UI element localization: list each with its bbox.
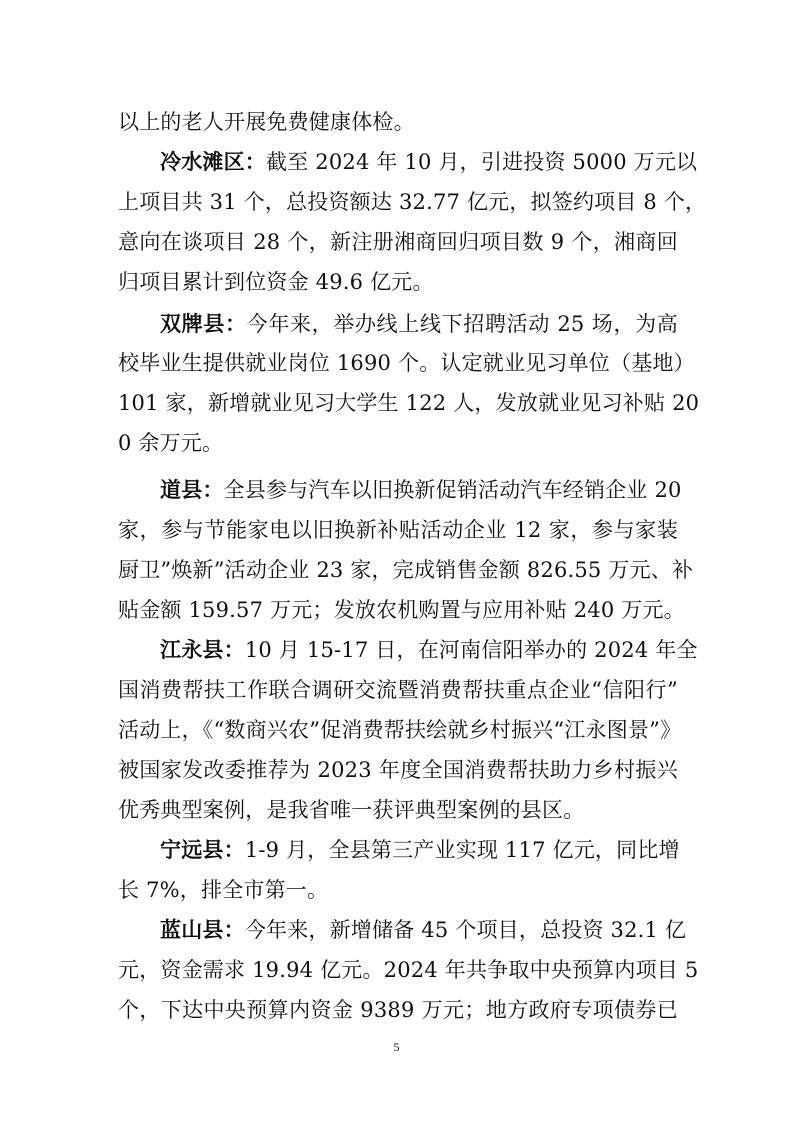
text-line: 长 7%，排全市第一。 [118, 878, 329, 902]
county-label: 道县： [160, 478, 224, 502]
text-line: 101 家，新增就业见习大学生 122 人，发放就业见习补贴 20 [118, 391, 700, 415]
text-line: 冷水滩区：截至 2024 年 10 月，引进投资 5000 万元以 [160, 150, 698, 174]
text-line: 0 余万元。 [118, 431, 224, 455]
text-line: 意向在谈项目 28 个，新注册湘商回归项目数 9 个，湘商回 [118, 230, 678, 254]
county-label: 双牌县： [160, 312, 247, 336]
text-line: 蓝山县：今年来，新增储备 45 个项目，总投资 32.1 亿 [160, 918, 687, 942]
text-line: 个，下达中央预算内资金 9389 万元；地方政府专项债券已 [118, 998, 678, 1022]
page-number: 5 [393, 1040, 400, 1054]
text-line: 以上的老人开展免费健康体检。 [118, 110, 415, 134]
text-line: 被国家发改委推荐为 2023 年度全国消费帮扶助力乡村振兴 [118, 758, 678, 782]
text-line: 上项目共 31 个，总投资额达 32.77 亿元，拟签约项目 8 个， [118, 190, 707, 214]
county-label: 冷水滩区： [160, 150, 266, 174]
text-line: 家，参与节能家电以旧换新补贴活动企业 12 家，参与家装 [118, 518, 678, 542]
text-line: 国消费帮扶工作联合调研交流暨消费帮扶重点企业“信阳行” [118, 678, 678, 702]
county-label: 宁远县： [160, 838, 245, 862]
text-line: 双牌县：今年来，举办线上线下招聘活动 25 场，为高 [160, 312, 678, 336]
text-line: 元，资金需求 19.94 亿元。2024 年共争取中央预算内项目 5 [118, 958, 699, 982]
text-line: 优秀典型案例，是我省唯一获评典型案例的县区。 [118, 798, 585, 822]
county-label: 江永县： [160, 638, 245, 662]
text-line: 校毕业生提供就业岗位 1690 个。认定就业见习单位（基地） [118, 351, 695, 375]
text-line: 江永县：10 月 15-17 日，在河南信阳举办的 2024 年全 [160, 638, 698, 662]
text-line: 道县：全县参与汽车以旧换新促销活动汽车经销企业 20 [160, 478, 682, 502]
county-label: 蓝山县： [160, 918, 245, 942]
text-line: 贴金额 159.57 万元；发放农机购置与应用补贴 240 万元。 [118, 598, 685, 622]
text-line: 宁远县：1-9 月，全县第三产业实现 117 亿元，同比增 [160, 838, 680, 862]
text-line: 活动上，《“数商兴农”促消费帮扶绘就乡村振兴“江永图景”》 [118, 718, 682, 742]
text-line: 厨卫”焕新”活动企业 23 家，完成销售金额 826.55 万元、补 [118, 558, 694, 582]
text-line: 归项目累计到位资金 49.6 亿元。 [118, 270, 434, 294]
